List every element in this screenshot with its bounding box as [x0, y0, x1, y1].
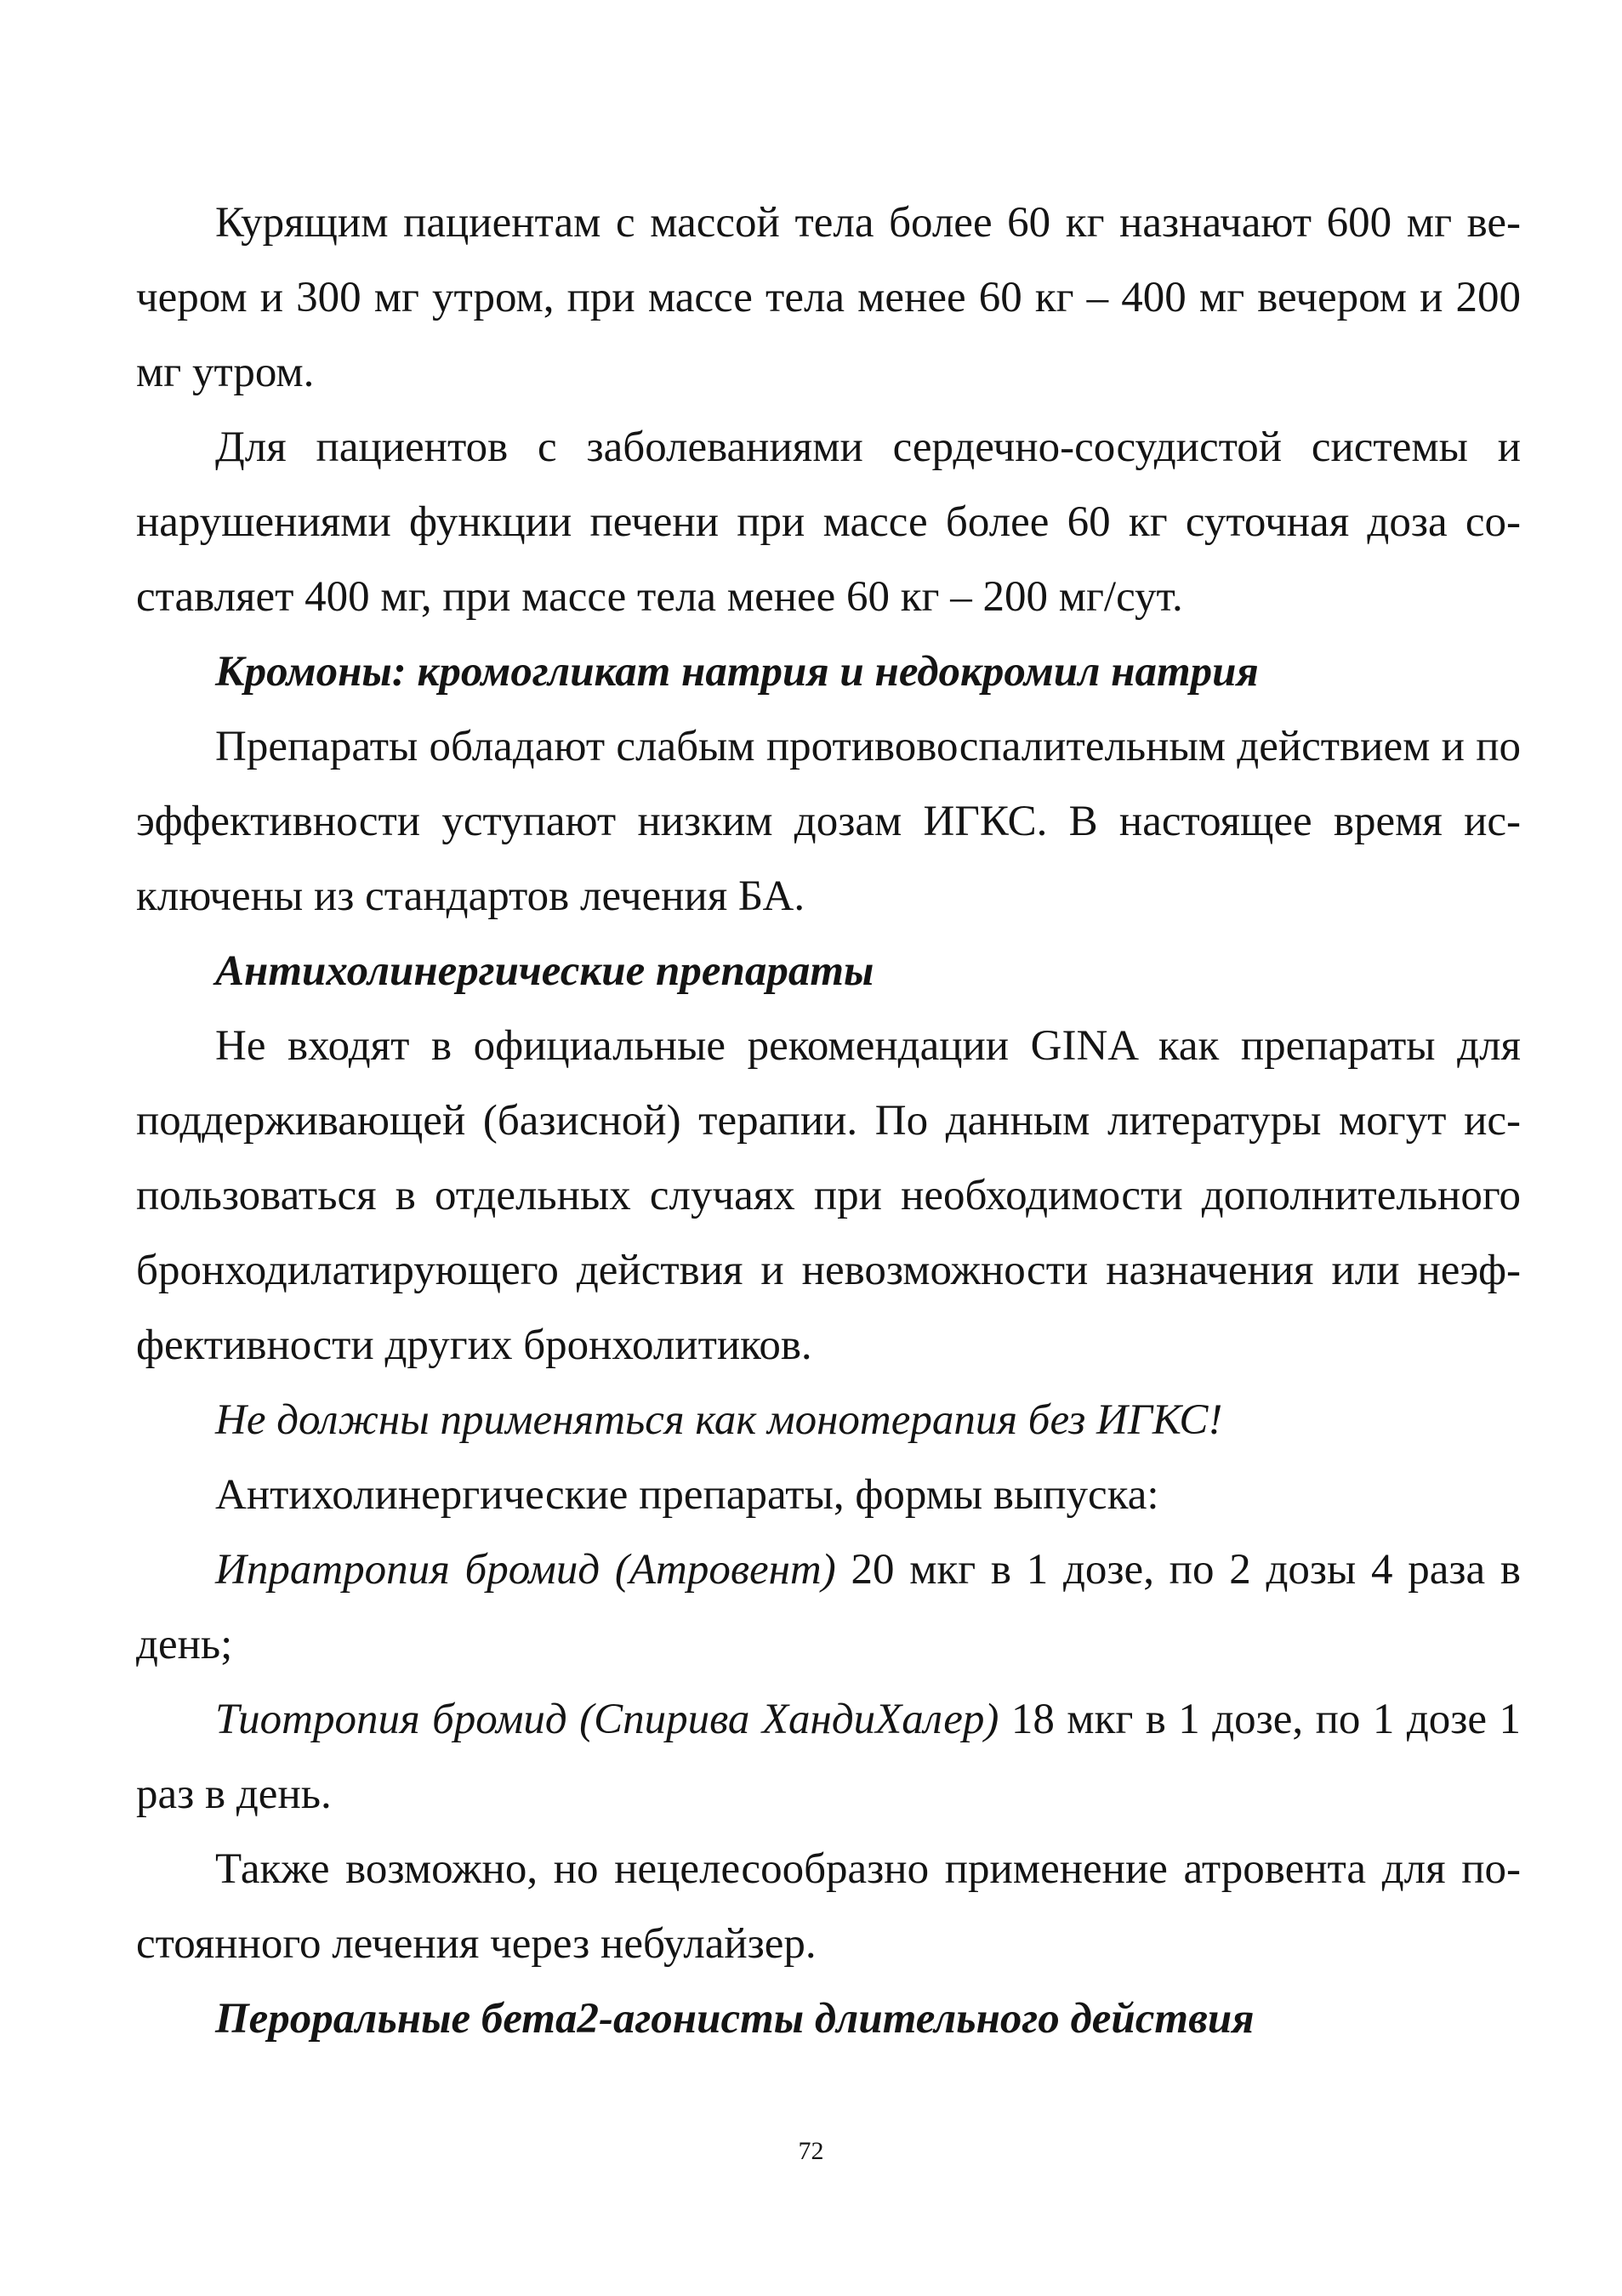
drug-name: Тиотропия бромид (Спирива ХандиХалер)	[215, 1696, 999, 1743]
paragraph-line: день;	[136, 1621, 233, 1668]
paragraph-line: нарушениями функции печени при массе более 60 кг суточная доза со-	[136, 498, 1521, 546]
paragraph-line: пользоваться в отдельных случаях при необходимости дополнительного	[136, 1172, 1521, 1219]
paragraph-line: эффективности уступают низким дозам ИГКС. В настоящее время ис-	[136, 798, 1521, 845]
paragraph-line: фективности других бронхолитиков.	[136, 1321, 812, 1369]
drug-dosage: 18 мкг в 1 дозе, по 1 дозе 1	[999, 1696, 1521, 1743]
drug-line	[136, 1694, 1521, 1745]
page-number: 72	[798, 2137, 824, 2165]
section-heading: Антихолинергические препараты	[215, 947, 874, 995]
paragraph-line: Также возможно, но нецелесообразно применение атровента для по-	[215, 1845, 1521, 1893]
drug-dosage: 20 мкг в 1 дозе, по 2 дозы 4 раза в	[835, 1546, 1521, 1594]
paragraph-line: Курящим пациентам с массой тела более 60 кг назначают 600 мг ве-	[215, 199, 1521, 247]
paragraph-line: бронходилатирующего действия и невозможности назначения или неэф-	[136, 1247, 1521, 1294]
paragraph-line: ключены из стандартов лечения БА.	[136, 872, 805, 920]
paragraph-line: Для пациентов с заболеваниями сердечно-сосудистой системы и	[215, 423, 1521, 471]
warning-line: Не должны применяться как монотерапия без ИГКС!	[215, 1396, 1223, 1444]
drug-name: Ипратропия бромид (Атровент)	[215, 1546, 836, 1594]
paragraph-line: Не входят в официальные рекомендации GINA как препараты для	[215, 1022, 1521, 1070]
paragraph-line: поддерживающей (базисной) терапии. По данным литературы могут ис-	[136, 1097, 1521, 1145]
paragraph-line: Антихолинергические препараты, формы выпуска:	[215, 1471, 1159, 1519]
paragraph-line: стоянного лечения через небулайзер.	[136, 1920, 817, 1968]
section-heading: Кромоны: кромогликат натрия и недокромил натрия	[215, 648, 1259, 696]
paragraph-line: ставляет 400 мг, при массе тела менее 60 кг – 200 мг/сут.	[136, 573, 1183, 621]
drug-line	[136, 1544, 1521, 1595]
section-heading: Пероральные бета2-агонисты длительного действия	[215, 1995, 1255, 2043]
paragraph-line: Препараты обладают слабым противовоспалительным действием и по	[215, 723, 1521, 770]
paragraph-line: мг утром.	[136, 349, 315, 396]
paragraph-line: раз в день.	[136, 1770, 332, 1818]
paragraph-line: чером и 300 мг утром, при массе тела менее 60 кг – 400 мг вечером и 200	[136, 274, 1521, 321]
